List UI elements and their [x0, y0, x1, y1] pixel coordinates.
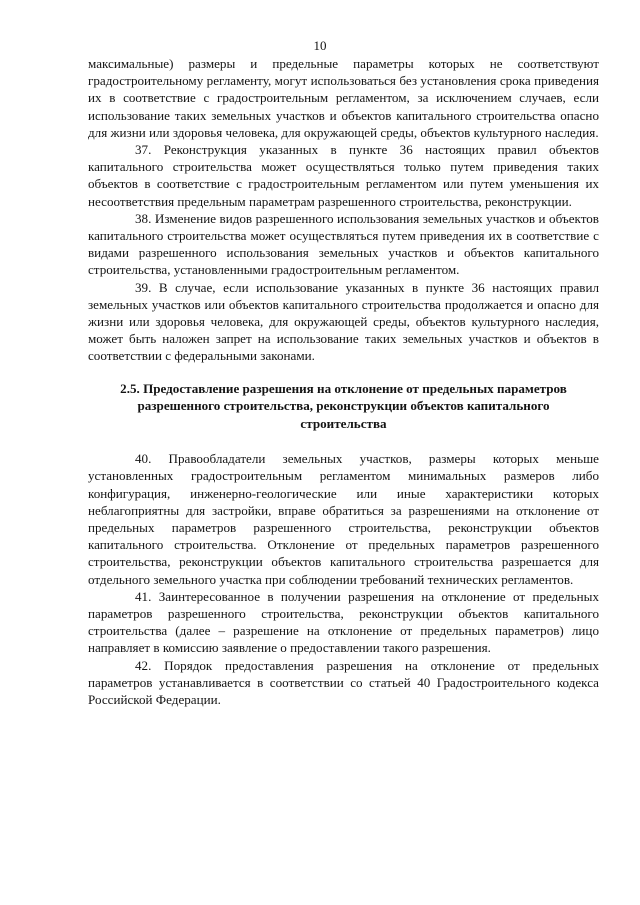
paragraph-40: 40. Правообладатели земельных участков, размеры которых меньше установленных градостроительным регламентом минимальных размеров либо конфигурация, инженерно-геологические или иные характеристики которых неблагоприятны для застройки, вправе обратиться за разрешениями на отклонение от предельных параметров разрешенного строительства, реконструкции объектов капитального строительства. Отклонение от предельных параметров разрешенного строительства, реконструкции объектов капитального строительства разрешается для отдельного земельного участка при соблюдении требований технических регламентов.: [88, 451, 599, 587]
section-heading: 2.5. Предоставление разрешения на отклонение от предельных параметров разрешенного строительства, реконструкции объектов капитального строительства: [120, 380, 567, 431]
paragraph-37: 37. Реконструкция указанных в пункте 36 настоящих правил объектов капитального строительства может осуществляться только путем приведения таких объектов в соответствие с градостроительным регламентом или путем уменьшения их несоответствия предельным параметрам разрешенного строительства, реконструкции.: [88, 142, 599, 209]
page-number: 10: [313, 38, 327, 53]
paragraph-41: 41. Заинтересованное в получении разрешения на отклонение от предельных параметров разрешенного строительства, реконструкции объектов капитального строительства (далее – разрешение на отклонение от предельных параметров) лицо направляет в комиссию заявление о предоставлении такого разрешения.: [88, 588, 599, 656]
paragraph-continuation: максимальные) размеры и предельные параметры которых не соответствуют градостроительному регламенту, могут использоваться без установления срока приведения их в соответствие с градостроительным регламентом, за исключением случаев, если использование таких земельных участков и объектов капитального строительства опасно для жизни или здоровья человека, для окружающей среды, объектов культурного наследия.: [88, 56, 599, 140]
paragraph-39: 39. В случае, если использование указанных в пункте 36 настоящих правил земельных участков или объектов капитального строительства продолжается и опасно для жизни или здоровья человека, для окружающей среды, объектов культурного наследия, может быть наложен запрет на использование таких земельных участков и объектов в соответствии с федеральными законами.: [88, 279, 599, 364]
paragraph-38: 38. Изменение видов разрешенного использования земельных участков и объектов капитального строительства может осуществляться путем приведения их в соответствие с видами разрешенного использования земельных участков и объектов капитального строительства, установленными градостроительным регламентом.: [88, 210, 599, 278]
document-body: [88, 55, 599, 708]
paragraph-42: 42. Порядок предоставления разрешения на отклонение от предельных параметров устанавливается в соответствии со статьей 40 Градостроительного кодекса Российской Федерации.: [88, 657, 599, 707]
